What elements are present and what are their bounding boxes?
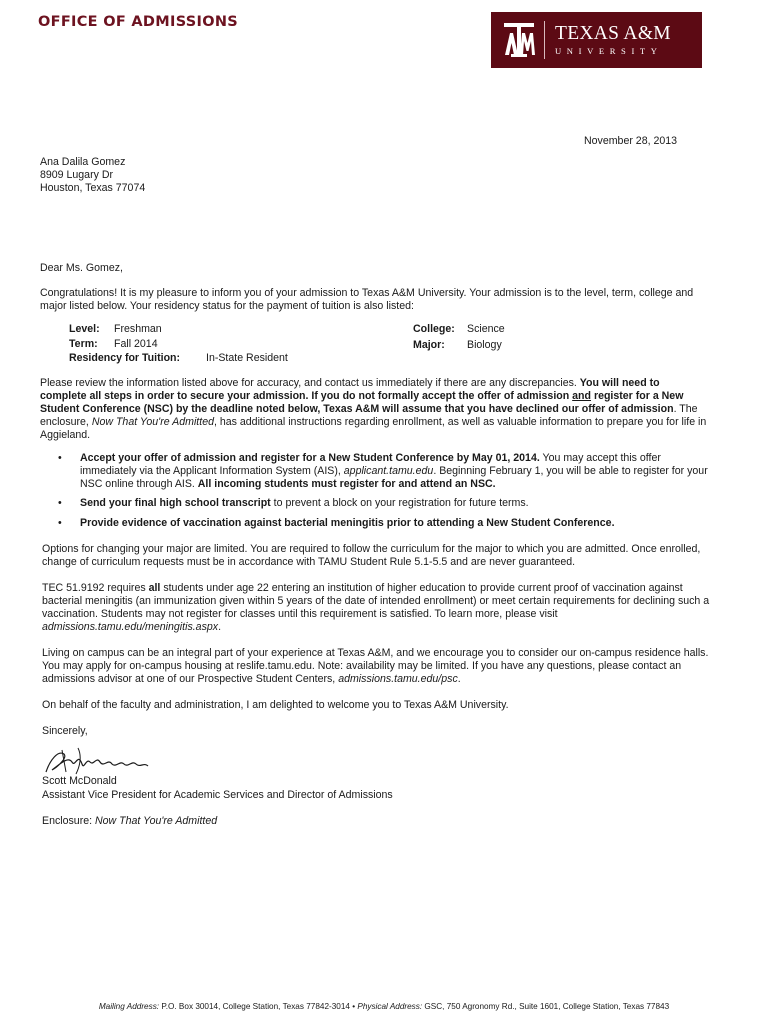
psc-link[interactable]: admissions.tamu.edu/psc	[338, 673, 458, 685]
logo-university: UNIVERSITY	[555, 46, 663, 56]
review-text-b: You will need to complete all steps in order to secure your admission. If you do not formally accept the offer of admission	[40, 377, 660, 402]
review-text-e: . The enclosure,	[40, 403, 698, 428]
major-value: Biology	[467, 339, 502, 351]
step-accept-offer: Accept your offer of admission and register for a New Student Conference by May 01, 2014. You may accept this offer immediately via the Applicant Information System (AIS), applicant.tamu.edu. Beginning February 1, you will be able to register for your NSC online through AIS. All incoming students must register for and attend an NSC.	[80, 452, 708, 490]
letter-date: November 28, 2013	[584, 135, 678, 147]
enclosure-line: Enclosure: Now That You're Admitted	[42, 815, 218, 827]
footer-address: Mailing Address: P.O. Box 30014, College Station, Texas 77842-3014 • Physical Address: GSC, 750 Agronomy Rd., Suite 1601, College Station, Texas 77843	[98, 1002, 670, 1011]
office-title: OFFICE OF ADMISSIONS	[38, 14, 239, 30]
residency-value: In-State Resident	[206, 352, 288, 364]
tec-paragraph: TEC 51.9192 requires all students under age 22 entering an institution of higher education to provide current proof of vaccination against bacterial meningitis (an immunization given within 5 years of the date of intended enrollment) or meet certain requirements for declining such a vaccination. Students may not register for classes until this requirement is satisfied. To learn more, please visit admissions.tamu.edu/meningitis.aspx.	[42, 582, 710, 633]
logo-texas-am: TEXAS A&M	[555, 23, 671, 44]
term-value: Fall 2014	[114, 338, 158, 350]
major-label: Major:	[413, 339, 445, 351]
logo-wordmark	[555, 23, 671, 57]
recipient-address	[40, 156, 145, 195]
term-label: Term:	[69, 338, 98, 350]
enclosure-title: Now That You're Admitted	[95, 815, 218, 827]
intro-paragraph: Congratulations! It is my pleasure to inform you of your admission to Texas A&M University. Your admission is to the level, term, college and major listed below. Your residency status for the payment of tuition is also listed:	[40, 287, 694, 312]
bullet-icon: •	[58, 452, 62, 464]
signer-title: Assistant Vice President for Academic Services and Director of Admissions	[42, 789, 393, 801]
review-enclosure-title: Now That You're Admitted	[91, 416, 214, 428]
step-send-transcript: Send your final high school transcript to prevent a block on your registration for future terms.	[80, 497, 529, 509]
bullet-icon: •	[58, 517, 62, 529]
recipient-street: 8909 Lugary Dr	[40, 169, 114, 181]
meningitis-link[interactable]: admissions.tamu.edu/meningitis.aspx	[42, 621, 219, 633]
review-text-a: Please review the information listed above for accuracy, and contact us immediately if there are any discrepancies.	[40, 377, 580, 389]
atm-logo-icon	[502, 21, 536, 59]
review-text-g: , has additional instructions regarding enrollment, as well as valuable information to prepare you for life in Aggieland.	[40, 416, 707, 441]
review-text-d: register for a New Student Conference (NSC) by the deadline noted below, Texas A&M will assume that you have declined our offer of admission	[40, 390, 684, 415]
recipient-city: Houston, Texas 77074	[40, 182, 146, 194]
recipient-name: Ana Dalila Gomez	[40, 156, 126, 168]
logo-divider	[544, 21, 545, 59]
review-paragraph	[40, 377, 708, 442]
level-value: Freshman	[114, 323, 162, 335]
options-paragraph: Options for changing your major are limited. You are required to follow the curriculum for the major to which you are admitted. Once enrolled, change of curriculum requests must be in accordance with TAMU Student Rule 5.1-5.5 and are never guaranteed.	[42, 543, 701, 568]
living-paragraph: Living on campus can be an integral part of your experience at Texas A&M, and we encourage you to consider our on-campus residence halls. You may apply for on-campus housing at reslife.tamu.edu. Note: availability may be limited. If you have any questions, please contact an admissions advisor at one of our Prospective Student Centers, admissions.tamu.edu/psc.	[42, 647, 709, 685]
review-text-and: and	[572, 390, 591, 402]
signer-name: Scott McDonald	[42, 775, 117, 787]
college-label: College:	[413, 323, 455, 335]
residency-label: Residency for Tuition:	[69, 352, 181, 364]
closing: Sincerely,	[42, 725, 88, 737]
ais-link[interactable]: applicant.tamu.edu	[343, 465, 434, 477]
welcome-paragraph: On behalf of the faculty and administration, I am delighted to welcome you to Texas A&M University.	[42, 699, 509, 711]
step-vaccination: Provide evidence of vaccination against bacterial meningitis prior to attending a New Student Conference.	[80, 517, 615, 529]
salutation: Dear Ms. Gomez,	[40, 262, 124, 274]
handwritten-signature	[42, 742, 152, 778]
college-value: Science	[467, 323, 505, 335]
level-label: Level:	[69, 323, 100, 335]
tamu-logo	[491, 12, 702, 68]
bullet-icon: •	[58, 497, 62, 509]
